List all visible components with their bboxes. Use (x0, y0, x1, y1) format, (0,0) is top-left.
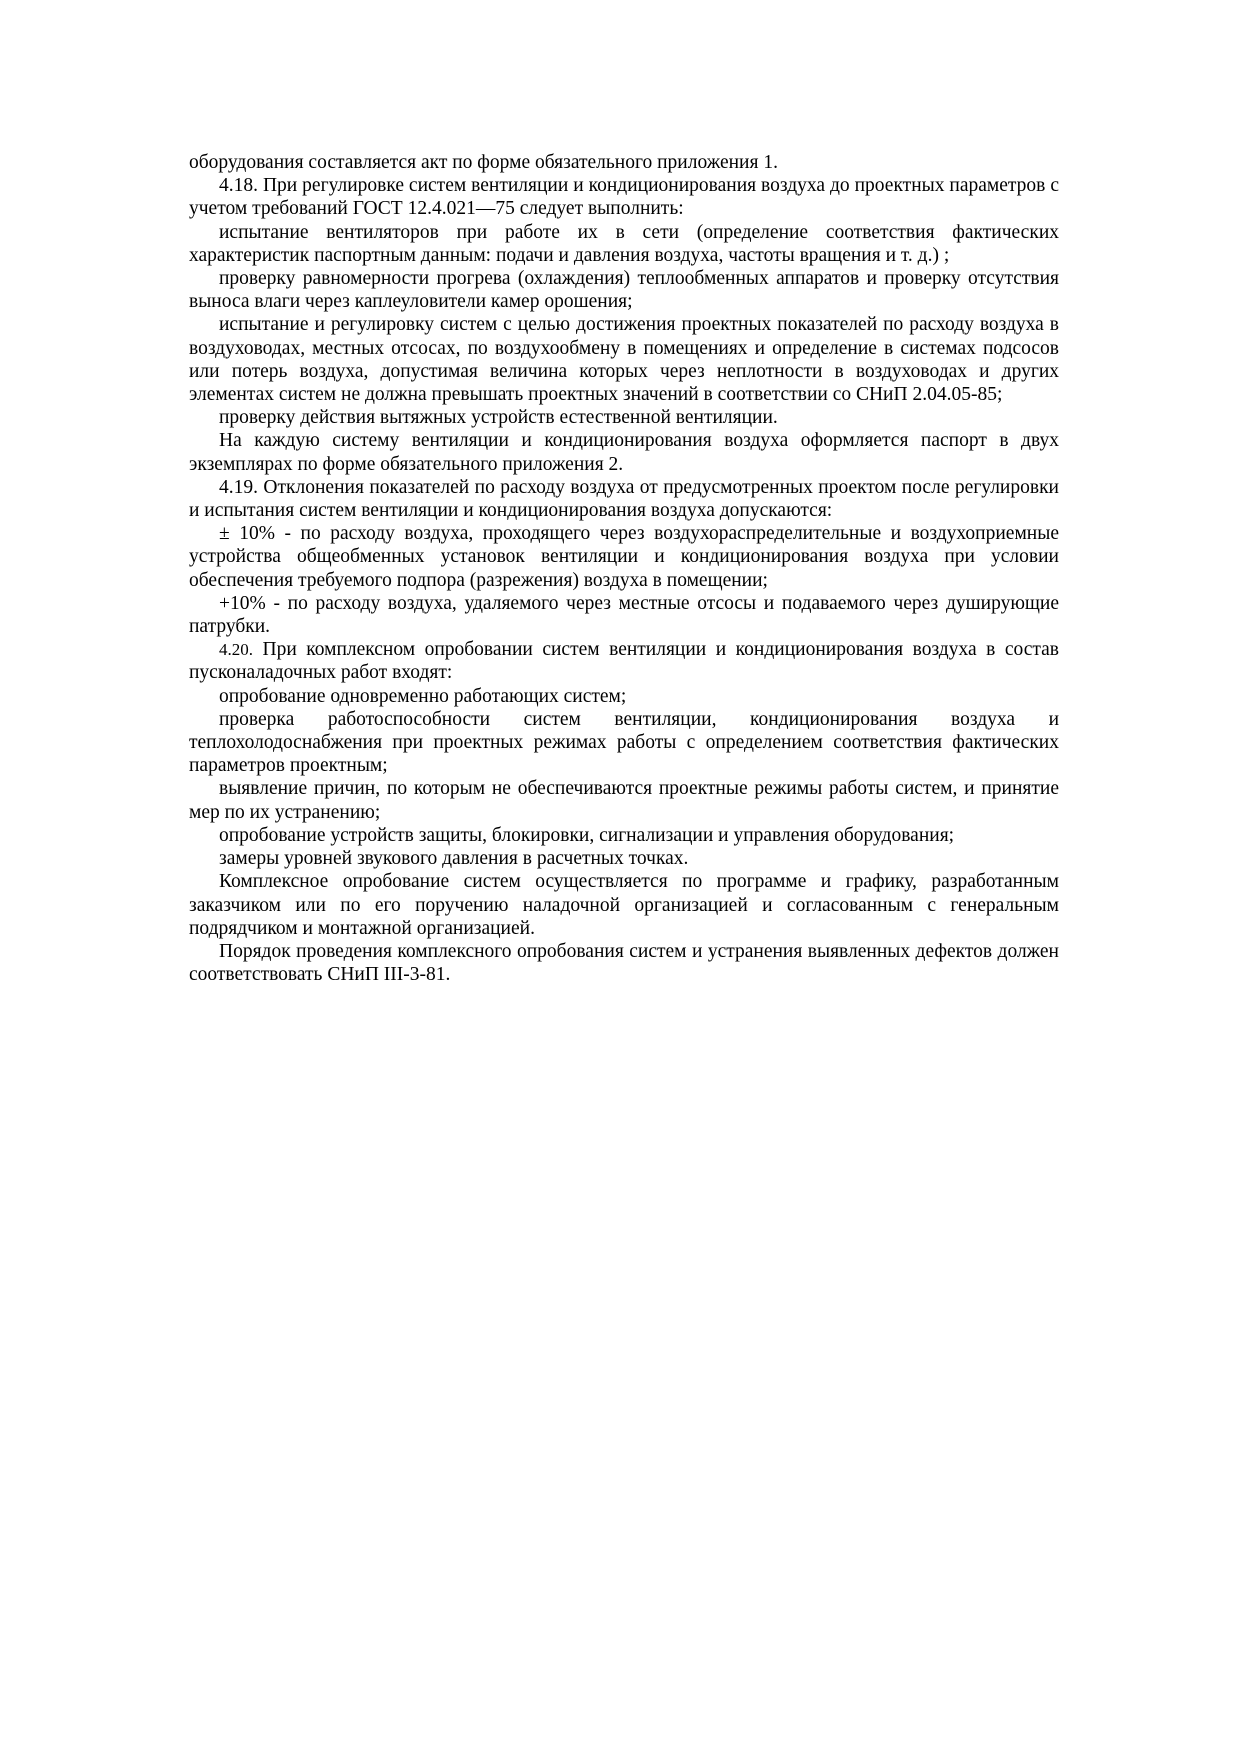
paragraph-heating-check: проверку равномерности прогрева (охлаждения) теплообменных аппаратов и проверку отсутствия выноса влаги через каплеуловители камер орошения; (189, 268, 1059, 313)
paragraph-simultaneous-test: опробование одновременно работающих систем; (219, 685, 627, 707)
paragraph-airflow-regulation: испытание и регулировку систем с целью достижения проектных показателей по расходу воздуха в воздуховодах, местных отсосах, по воздухообмену в помещениях и определение в системах подсосов или потерь воздуха, допустимая величина которых через неплотности в воздуховодах и других элементах систем не должна превышать проектных значений в соответствии со СНиП 2.04.05-85; (189, 314, 1059, 406)
clause-number: 4.20. (219, 640, 253, 660)
paragraph-deviation-local: +10% - по расходу воздуха, удаляемого через местные отсосы и подаваемого через душирующие патрубки. (189, 592, 1059, 638)
paragraph-procedure: Порядок проведения комплексного опробования систем и устранения выявленных дефектов должен соответствовать СНиП III-3-81. (189, 940, 1059, 986)
paragraph-fan-testing: испытание вентиляторов при работе их в сети (определение соответствия фактических характеристик паспортным данным: подачи и давления воздуха, частоты вращения и т. д.) ; (189, 221, 1059, 266)
paragraph-4-18: 4.18. При регулировке систем вентиляции и кондиционирования воздуха до проектных параметров с учетом требований ГОСТ 12.4.021—75 следует выполнить: (189, 175, 1059, 220)
clause-text: При комплексном опробовании систем вентиляции и кондиционирования воздуха в состав пусконаладочных работ входят: (189, 639, 1059, 684)
paragraph-deviation-general: ± 10% - по расходу воздуха, проходящего через воздухораспределительные и воздухоприемные устройства общеобменных установок вентиляции и кондиционирования воздуха при условии обеспечения требуемого подпора (разрежения) воздуха в помещении; (189, 523, 1059, 591)
document-body (189, 151, 1059, 986)
paragraph-continuation: оборудования составляется акт по форме обязательного приложения 1. (189, 152, 778, 173)
paragraph-natural-ventilation: проверку действия вытяжных устройств естественной вентиляции. (219, 407, 778, 429)
paragraph-causes: выявление причин, по которым не обеспечиваются проектные режимы работы систем, и принятие мер по их устранению; (189, 778, 1059, 823)
paragraph-4-19: 4.19. Отклонения показателей по расходу воздуха от предусмотренных проектом после регулировки и испытания систем вентиляции и кондиционирования воздуха допускаются: (189, 476, 1059, 522)
paragraph-sound-measure: замеры уровней звукового давления в расчетных точках. (219, 848, 689, 870)
paragraph-protection-test: опробование устройств защиты, блокировки, сигнализации и управления оборудования; (219, 824, 955, 846)
paragraph-operability-check: проверка работоспособности систем вентиляции, кондиционирования воздуха и теплохолодоснабжения при проектных режимах работы с определением соответствия фактических параметров проектным; (189, 708, 1059, 777)
paragraph-passport: На каждую систему вентиляции и кондиционирования воздуха оформляется паспорт в двух экземплярах по форме обязательного приложения 2. (189, 430, 1059, 475)
paragraph-program: Комплексное опробование систем осуществляется по программе и графику, разработанным заказчиком или по его поручению наладочной организацией и согласованным с генеральным подрядчиком и монтажной организацией. (189, 871, 1059, 939)
paragraph-4-20 (189, 638, 1059, 684)
